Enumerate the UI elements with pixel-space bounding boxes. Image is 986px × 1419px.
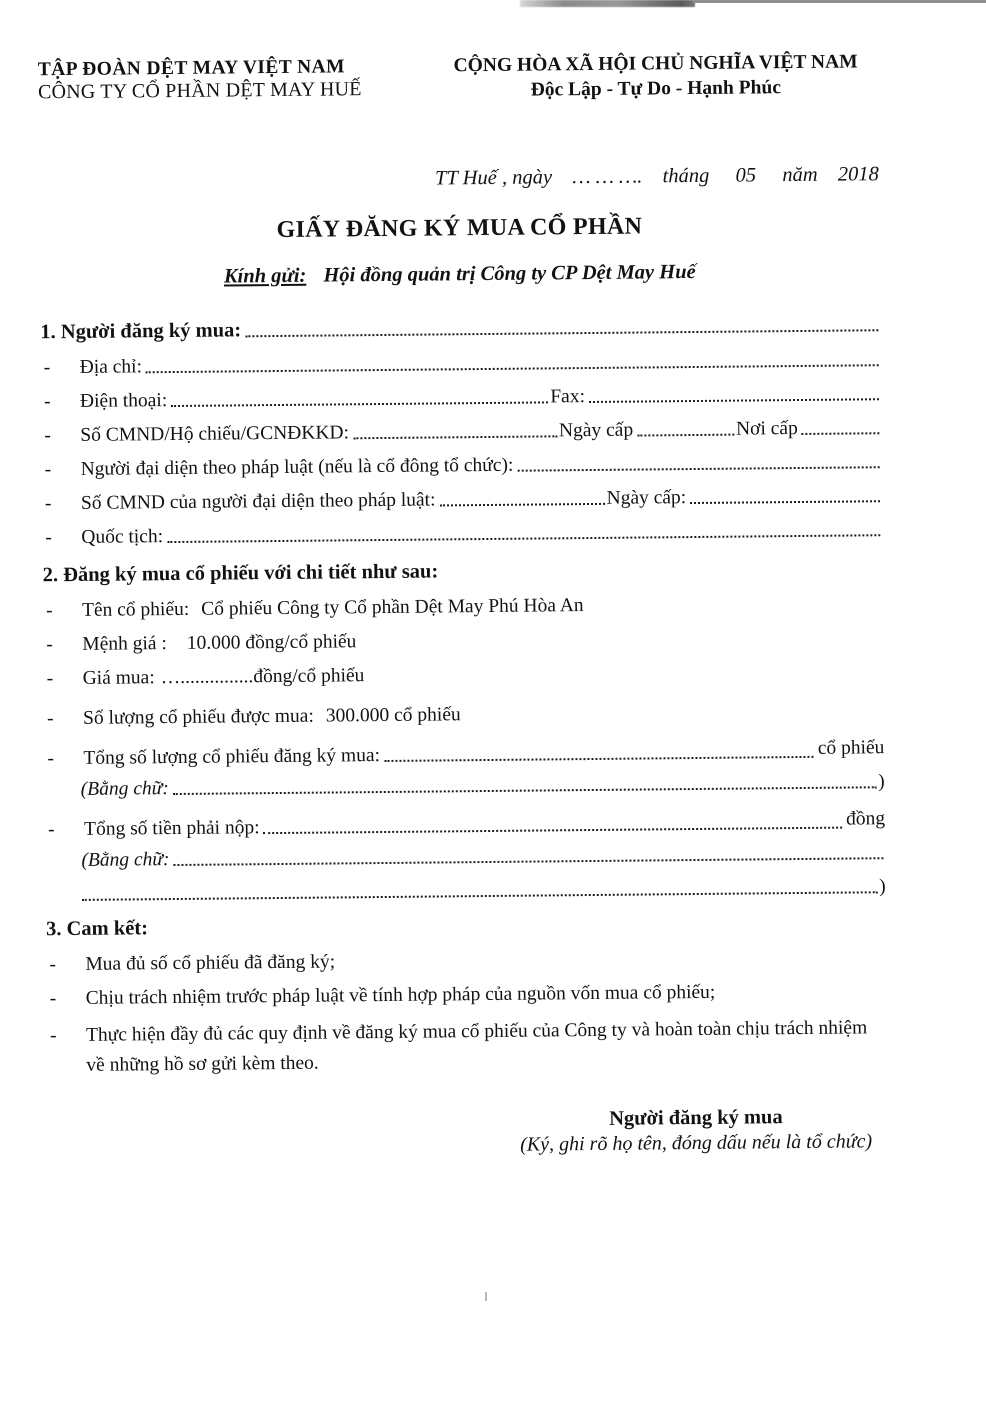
bullet-dash: -: [48, 819, 55, 841]
field-phone-fax: [41, 382, 881, 413]
bullet-dash: -: [47, 748, 55, 770]
share-name-label: Tên cổ phiếu:: [81, 598, 190, 621]
fax-dotted-line: [589, 382, 879, 403]
national-block: [407, 50, 878, 103]
in-words-dotted-line-2a: [173, 841, 883, 866]
bullet-dash: -: [45, 527, 52, 549]
shares-allowed-value: 300.000 cổ phiếu: [325, 704, 461, 727]
bullet-dash: -: [49, 988, 57, 1010]
bullet-dash: -: [46, 708, 54, 730]
national-title: CỘNG HÒA XÃ HỘI CHỦ NGHĨA VIỆT NAM: [453, 51, 858, 77]
field-share-name: [43, 591, 883, 622]
issuer-block: [38, 55, 408, 105]
field-purchase-price: [44, 659, 884, 690]
section-3-heading: 3. Cam kết:: [45, 917, 149, 941]
issue-place-label: Nơi cấp: [735, 417, 798, 440]
scan-artifact-line: [693, 0, 986, 3]
rep-id-dotted-line: [439, 487, 604, 507]
national-motto: Độc Lập - Tự Do - Hạnh Phúc: [530, 77, 782, 101]
bullet-dash: -: [46, 634, 53, 656]
total-shares-label: Tổng số lượng cổ phiếu đăng ký mua:: [83, 745, 381, 769]
signature-title: Người đăng ký mua: [609, 1105, 783, 1130]
bullet-dash: -: [46, 668, 54, 690]
field-total-amount: [45, 810, 885, 841]
salutation-recipient: Hội đồng quản trị Công ty CP Dệt May Huế: [323, 260, 696, 287]
form-title: GIẤY ĐĂNG KÝ MUA CỔ PHẦN: [276, 213, 643, 244]
par-value-value: 10.000 đồng/cổ phiếu: [186, 631, 357, 654]
total-amount-label: Tổng số tiền phải nộp:: [84, 817, 260, 840]
signature-note: (Ký, ghi rõ họ tên, đóng dấu nếu là tổ chức): [520, 1130, 873, 1156]
salutation-label: Kính gửi:: [223, 264, 307, 288]
purchase-price-suffix: đồng/cổ phiếu: [253, 665, 365, 688]
id-number-label: Số CMND/Hộ chiếu/GCNĐKKD:: [80, 422, 350, 446]
buyer-name-dotted-line: [245, 312, 878, 337]
field-total-shares-in-words: [45, 770, 885, 801]
section-1-heading-row: [40, 312, 880, 344]
commitment-text-2: Chịu trách nhiệm trước pháp luật về tính hợp pháp của nguồn vốn mua cổ phiếu;: [85, 982, 716, 1010]
close-paren: ): [879, 876, 886, 898]
document-header: [38, 50, 878, 106]
address-dotted-line: [146, 348, 879, 373]
rep-issue-date-label: Ngày cấp:: [606, 486, 687, 509]
field-address: [41, 348, 881, 379]
field-total-amount-in-words: [45, 841, 885, 872]
bullet-dash: -: [44, 493, 52, 515]
day-dots: … … ….: [572, 165, 643, 189]
commitment-text-1: Mua đủ số cổ phiếu đã đăng ký;: [85, 951, 336, 976]
commitment-item-1: [46, 945, 886, 976]
field-id-number: [41, 416, 881, 447]
scan-artifact-smudge: [520, 0, 695, 7]
total-shares-suffix: cổ phiếu: [817, 737, 885, 759]
close-paren: ): [878, 771, 885, 793]
share-name-value: Cổ phiếu Công ty Cổ phần Dệt May Phú Hòa An: [201, 595, 584, 620]
signature-block: [476, 1104, 916, 1158]
total-shares-dotted-line: [384, 740, 814, 762]
bullet-dash: -: [43, 391, 51, 413]
in-words-dotted-line: [173, 770, 877, 795]
shares-allowed-label: Số lượng cổ phiếu được mua:: [82, 705, 314, 729]
rep-issue-date-dotted-line: [690, 484, 880, 504]
in-words-dotted-line-2b: [82, 875, 878, 901]
purchase-price-dots: …...............: [160, 666, 254, 689]
scan-noise-speck: [485, 1292, 487, 1301]
in-words-label: (Bằng chữ:: [80, 778, 169, 800]
legal-rep-dotted-line: [517, 450, 879, 471]
commitment-text-3: Thực hiện đầy đủ các quy định về đăng ký mua cổ phiếu của Công ty và hoàn toàn chịu trách nhiệm về những hồ sơ gửi kèm theo.: [85, 1017, 868, 1077]
bullet-dash: -: [49, 1025, 57, 1047]
field-legal-representative: [42, 450, 882, 481]
month-value: 05: [735, 164, 757, 187]
year-value: 2018: [837, 163, 879, 186]
purchase-price-label: Giá mua:: [82, 667, 155, 689]
bullet-dash: -: [44, 459, 52, 481]
year-label: năm: [782, 163, 818, 187]
phone-dotted-line: [171, 385, 548, 407]
commitment-item-2: [47, 979, 887, 1010]
phone-label: Điện thoại:: [79, 389, 168, 412]
rep-id-label: Số CMND của người đại diện theo pháp luật:: [80, 489, 436, 514]
total-amount-suffix: đồng: [845, 808, 886, 830]
field-representative-id: [42, 484, 882, 515]
total-amount-dotted-line: [263, 811, 842, 835]
par-value-label: Mệnh giá :: [82, 633, 167, 655]
bullet-dash: -: [44, 425, 51, 447]
commitment-item-3: [47, 1013, 888, 1081]
field-total-amount-in-words-continued: [46, 875, 886, 906]
company-name: CÔNG TY CỔ PHẦN DỆT MAY HUẾ: [37, 78, 362, 104]
field-total-shares: [44, 739, 884, 770]
date-line: [39, 162, 879, 194]
bullet-dash: -: [45, 600, 53, 622]
address-label: Địa chỉ:: [79, 356, 143, 378]
place-label: TT Huế , ngày: [435, 166, 553, 190]
fax-label: Fax:: [550, 385, 586, 408]
bullet-dash: -: [43, 357, 51, 379]
document-content: [38, 50, 889, 1161]
salutation: [40, 258, 880, 290]
nationality-dotted-line: [167, 518, 880, 543]
issue-place-dotted-line: [802, 416, 880, 435]
parent-group-name: TẬP ĐOÀN DỆT MAY VIỆT NAM: [37, 56, 345, 81]
field-nationality: [42, 518, 882, 549]
field-par-value: [43, 625, 883, 656]
legal-rep-label: Người đại diện theo pháp luật (nếu là cổ đông tổ chức):: [80, 454, 514, 480]
month-label: tháng: [662, 164, 710, 188]
field-shares-allowed: [44, 699, 884, 730]
issue-date-dotted-line: [637, 417, 734, 436]
issue-date-label: Ngày cấp: [558, 419, 634, 442]
nationality-label: Quốc tịch:: [81, 525, 164, 548]
section-2-heading: 2. Đăng ký mua cổ phiếu với chi tiết như sau:: [42, 560, 439, 587]
in-words-label-2: (Bằng chữ:: [81, 849, 170, 871]
id-number-dotted-line: [353, 419, 557, 439]
section-1-heading: 1. Người đăng ký mua:: [40, 319, 242, 343]
bullet-dash: -: [49, 954, 57, 976]
